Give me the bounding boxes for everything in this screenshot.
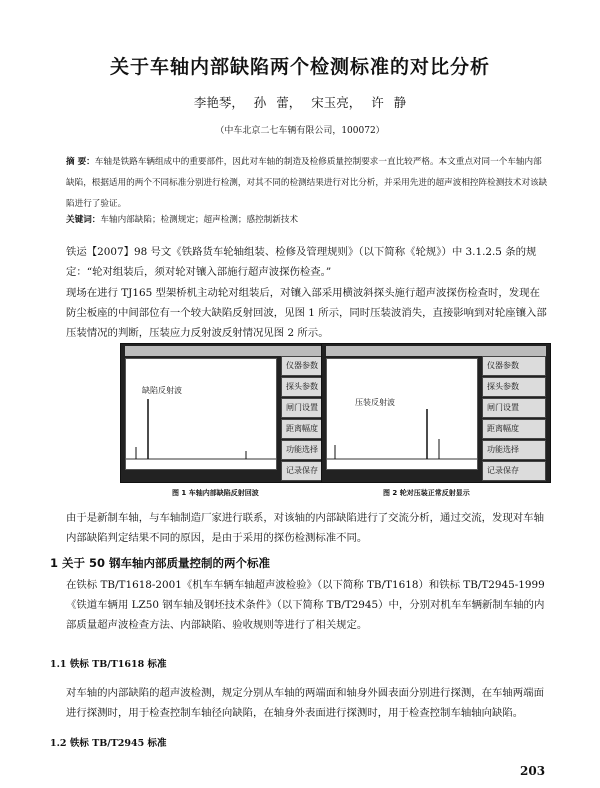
page-title: 关于车轴内部缺陷两个检测标准的对比分析: [109, 56, 490, 78]
figure-2-menu-item: 记录保存: [482, 461, 546, 481]
figure-2-waveform: [326, 358, 478, 470]
figure-2-waveform-svg: [327, 359, 477, 469]
keywords: [66, 213, 298, 225]
figure-1-menu-item: 探头参数: [281, 377, 345, 397]
paragraph-3: 由于是新制车轴，与车轴制造厂家进行联系，对该轴的内部缺陷进行了交流分析，通过交流，发现对车轴内部缺陷判定结果不同的原因，是由于采用的探伤检测标准不同。: [66, 512, 544, 544]
section-heading-1: 1 关于 50 钢车轴内部质量控制的两个标准: [50, 556, 271, 570]
figure-2-caption: 图 2 轮对压装正常反射显示: [383, 489, 470, 497]
paragraph-2: 现场在进行 TJ165 型架桥机主动轮对组装后，对镶入部采用横波斜探头施行超声波探伤检查时，发现在防尘板座的中间部位有一个较大缺陷反射回波，见图 1 所示，同时压装波消失，直接影响到对轮座镶入部压装情况的判断，压装应力反射波反射情况见图 2 所示。: [66, 287, 547, 339]
affiliation: （中车北京二七车辆有限公司，100072）: [215, 126, 385, 136]
keywords-label: 关键词：: [66, 215, 101, 225]
abstract-text: 车轴是铁路车辆组成中的重要部件，因此对车轴的制造及检修质量控制要求一直比较严格。本文重点对同一个车轴内部缺陷，根据适用的两个不同标准分别进行检测，对其不同的检测结果进行对比分析，并采用先进的超声波相控阵检测技术对该缺陷进行了验证。: [66, 157, 548, 209]
paragraph-4: 在铁标 TB/T1618-2001《机车车辆车轴超声波检验》（以下简称 TB/T1618）和铁标 TB/T2945-1999《铁道车辆用 LZ50 钢车轴及钢坯技术条件》（以下简称 TB/T2945）中，分别对机车车辆新制车轴的内部质量超声波检查方法、内部缺陷、验收规则等进行了相关规定。: [66, 579, 545, 631]
page-number: 203: [520, 764, 546, 778]
figure-1-status-bar: [125, 346, 345, 356]
figure-2: [321, 343, 551, 483]
subsection-heading-1-2: 1.2 铁标 TB/T2945 标准: [50, 738, 167, 749]
figure-1-waveform-svg: [126, 359, 276, 469]
authors: 李艳琴， 孙 蕾， 宋玉亮， 许 静: [193, 95, 407, 110]
figure-2-menu-item: 探头参数: [482, 377, 546, 397]
figure-1-menu-item: 距离幅度: [281, 419, 345, 439]
figure-1-menu-item: 闸门设置: [281, 398, 345, 418]
figure-1-menu-item: 仪器参数: [281, 356, 345, 376]
figure-1-menu-item: 功能选择: [281, 440, 345, 460]
figure-1-waveform: [125, 358, 277, 470]
subsection-heading-1-1: 1.1 铁标 TB/T1618 标准: [50, 659, 167, 670]
paragraph-1: 铁运【2007】98 号文《铁路货车轮轴组装、检修及管理规则》（以下简称《轮规》）中 3.1.2.5 条的规定：“轮对组装后，须对轮对镶入部施行超声波探伤检查。”: [66, 246, 537, 278]
figure-2-menu-item: 距离幅度: [482, 419, 546, 439]
keywords-text: 车轴内部缺陷；检测规定；超声检测；感控制新技术: [100, 215, 299, 225]
figure-1-menu-item: 记录保存: [281, 461, 345, 481]
abstract: [66, 152, 548, 215]
figure-2-status-bar: [326, 346, 546, 356]
figure-2-menu-item: 仪器参数: [482, 356, 546, 376]
figure-2-menu: [482, 356, 546, 482]
figure-1: [120, 343, 350, 483]
figure-2-menu-item: 功能选择: [482, 440, 546, 460]
figure-1-caption: 图 1 车轴内部缺陷反射回波: [172, 489, 259, 497]
abstract-label: 摘 要：: [66, 157, 95, 167]
figure-2-menu-item: 闸门设置: [482, 398, 546, 418]
figure-2-plot-label: 压装反射波: [355, 398, 395, 407]
figure-1-plot-label: 缺陷反射波: [142, 386, 182, 395]
paragraph-5: 对车轴的内部缺陷的超声波检测，规定分别从车轴的两端面和轴身外圆表面分别进行探测，在车轴两端面进行探测时，用于检查控制车轴径向缺陷，在轴身外表面进行探测时，用于检查控制车轴轴向缺陷。: [66, 687, 544, 719]
